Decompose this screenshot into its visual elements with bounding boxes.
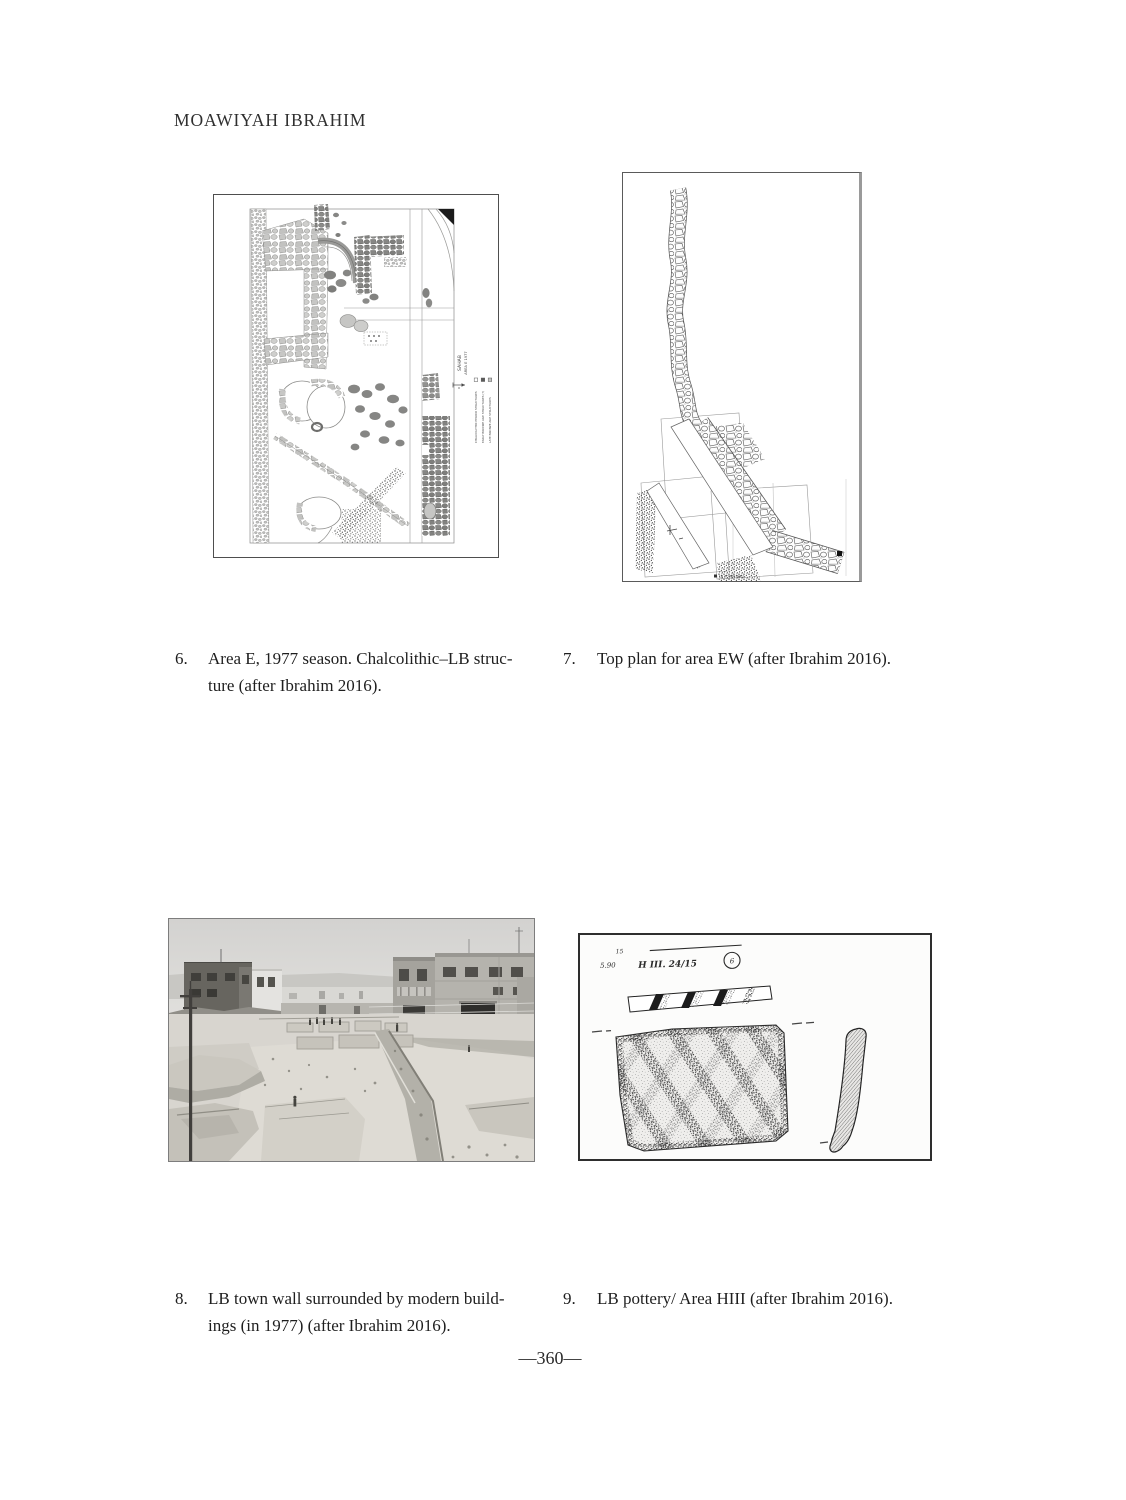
figure-6-number: 6. bbox=[175, 649, 188, 668]
figure-8-photo bbox=[168, 918, 535, 1162]
plan-title-text: SAHAB bbox=[458, 355, 463, 371]
body-sherd bbox=[580, 935, 857, 1159]
figure-7-caption-line-1: Top plan for area EW (after Ibrahim 2016). bbox=[597, 649, 891, 668]
wall-plan-drawing bbox=[635, 189, 846, 581]
profile-section bbox=[830, 1028, 866, 1152]
legend-item-late-bronze: LATE BRONZE AGE STRUCTURES bbox=[488, 397, 492, 443]
pottery-drawing bbox=[580, 935, 930, 1159]
label-id: H III. 24/15 bbox=[638, 959, 698, 971]
figure-8-caption-line-1: LB town wall surrounded by modern build- bbox=[208, 1289, 505, 1308]
excavation-photo bbox=[169, 919, 534, 1161]
figure-9-caption-line-1: LB pottery/ Area HIII (after Ibrahim 2016). bbox=[597, 1289, 893, 1308]
figure-6-caption-line-2: ture (after Ibrahim 2016). bbox=[208, 675, 382, 695]
label-top-number: 15 bbox=[615, 948, 624, 956]
top-plan-area-ew bbox=[623, 173, 859, 581]
figure-9-caption bbox=[597, 1286, 942, 1313]
figure-6-caption-line-1: Area E, 1977 season. Chalcolithic–LB struc- bbox=[208, 649, 513, 668]
plan-drawing bbox=[250, 204, 454, 543]
datum-square bbox=[837, 551, 842, 556]
figure-7-caption bbox=[597, 646, 942, 673]
photo-scene bbox=[169, 919, 534, 1161]
legend-item-chalcolithic: CHALCOLITHIC PERIOD STRUCTURES bbox=[474, 391, 478, 443]
figure-9-pottery bbox=[578, 933, 932, 1161]
figure-6-caption bbox=[208, 646, 553, 699]
running-header: MOAWIYAH IBRAHIM bbox=[174, 110, 367, 130]
white-building bbox=[252, 969, 282, 1013]
figure-8-caption bbox=[208, 1286, 553, 1339]
figure-9-number: 9. bbox=[563, 1289, 576, 1308]
plan-legend bbox=[453, 351, 492, 443]
figure-8-caption-line-2: ings (in 1977) (after Ibrahim 2016). bbox=[208, 1315, 451, 1335]
plan-subtitle-text: AREA E 1977 bbox=[464, 351, 468, 375]
rim-strip bbox=[628, 986, 772, 1012]
figure-7-number: 7. bbox=[563, 649, 576, 668]
wall-label-text: LB TOWN WALL bbox=[719, 574, 746, 579]
page-number: —360— bbox=[518, 1348, 582, 1368]
sherd-label bbox=[600, 945, 743, 972]
label-depth: 5.90 bbox=[600, 961, 616, 970]
figure-8-number: 8. bbox=[175, 1289, 188, 1308]
figure-7-top-plan bbox=[622, 172, 862, 582]
label-circled-number: 6 bbox=[729, 957, 735, 966]
site-plan-area-e bbox=[214, 195, 498, 557]
figure-6-site-plan bbox=[213, 194, 499, 558]
north-arrow-icon bbox=[453, 383, 465, 389]
legend-item-early-bronze: EARLY BRONZE AGE STRUCTURES (?) bbox=[481, 390, 485, 443]
